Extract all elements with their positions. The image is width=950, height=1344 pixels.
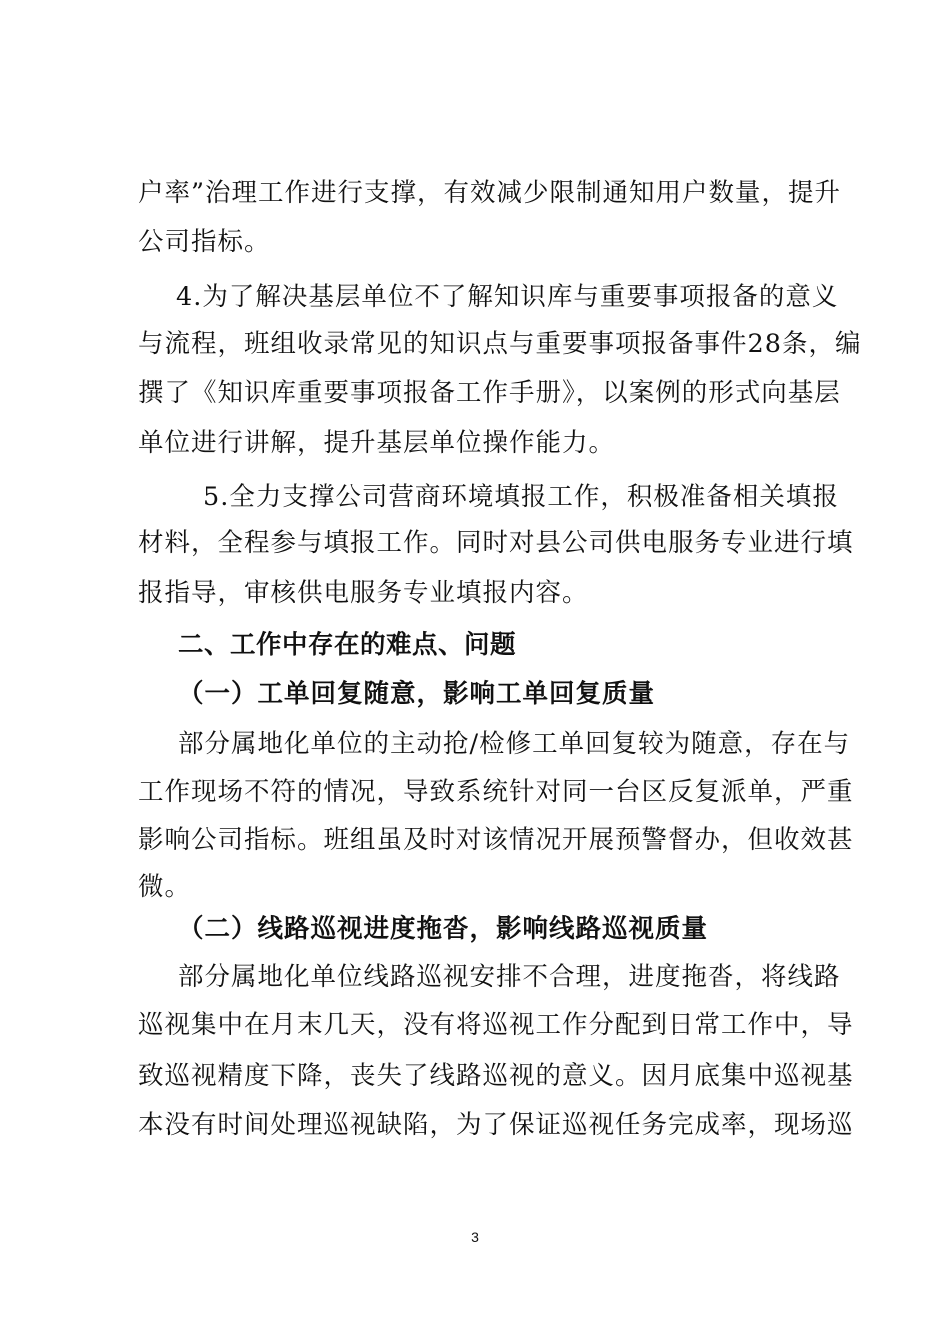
paragraph-line: 5.全力支撑公司营商环境填报工作，积极准备相关填报: [203, 482, 839, 512]
section-heading: 二、工作中存在的难点、问题: [178, 630, 517, 660]
paragraph-line: 部分属地化单位的主动抢/检修工单回复较为随意，存在与: [178, 729, 851, 759]
paragraph-line: 材料，全程参与填报工作。同时对县公司供电服务专业进行填: [138, 528, 854, 558]
paragraph-line: 4.为了解决基层单位不了解知识库与重要事项报备的意义: [176, 282, 839, 312]
paragraph-line: 工作现场不符的情况，导致系统针对同一台区反复派单，严重: [138, 777, 854, 807]
paragraph-line: 公司指标。: [138, 227, 271, 257]
paragraph-line: 影响公司指标。班组虽及时对该情况开展预警督办，但收效甚: [138, 825, 854, 855]
paragraph-line: 微。: [138, 872, 192, 902]
paragraph-line: 撰了《知识库重要事项报备工作手册》，以案例的形式向基层: [138, 378, 841, 408]
page-number: 3: [471, 1229, 479, 1245]
paragraph-line: 致巡视精度下降，丧失了线路巡视的意义。因月底集中巡视基: [138, 1061, 854, 1091]
paragraph-line: 本没有时间处理巡视缺陷，为了保证巡视任务完成率，现场巡: [138, 1110, 854, 1140]
paragraph-line: 部分属地化单位线路巡视安排不合理，进度拖沓，将线路: [178, 962, 841, 992]
subsection-heading: （一）工单回复随意，影响工单回复质量: [178, 679, 656, 709]
paragraph-line: 与流程，班组收录常见的知识点与重要事项报备事件28条，编: [138, 329, 862, 359]
subsection-heading: （二）线路巡视进度拖沓，影响线路巡视质量: [178, 914, 709, 944]
paragraph-line: 户率”治理工作进行支撑，有效减少限制通知用户数量，提升: [138, 178, 842, 208]
paragraph-line: 巡视集中在月末几天，没有将巡视工作分配到日常工作中，导: [138, 1010, 854, 1040]
paragraph-line: 单位进行讲解，提升基层单位操作能力。: [138, 428, 616, 458]
paragraph-line: 报指导，审核供电服务专业填报内容。: [138, 578, 589, 608]
